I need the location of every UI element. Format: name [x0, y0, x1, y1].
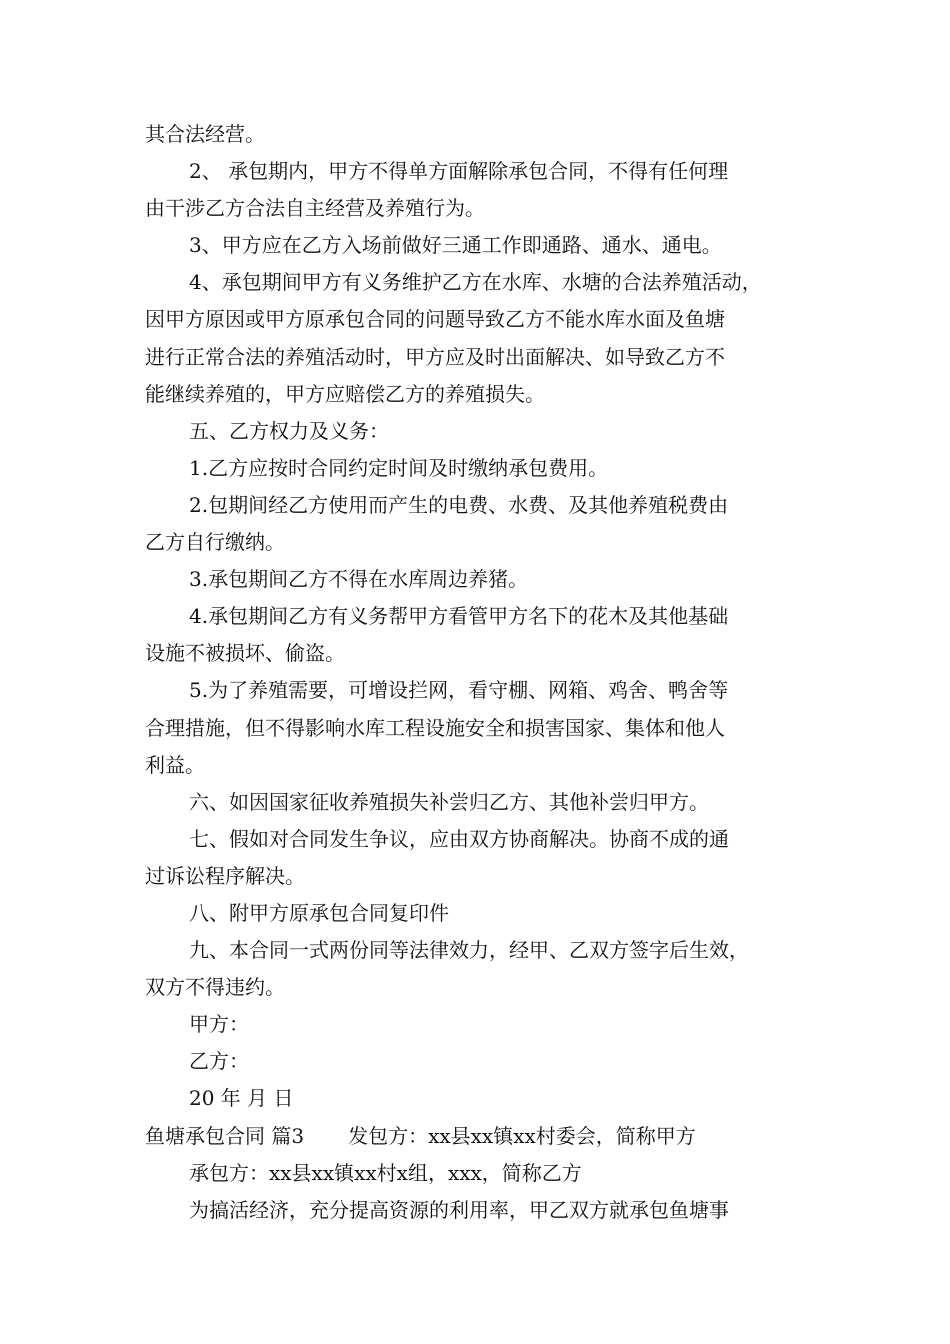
text-line: 1.乙方应按时合同约定时间及时缴纳承包费用。 — [189, 455, 609, 480]
issuer-text: 发包方：xx县xx镇xx村委会，简称甲方 — [348, 1123, 696, 1148]
contractor-line: 承包方：xx县xx镇xx村x组，xxx，简称乙方 — [189, 1160, 582, 1185]
text-line: 六、如因国家征收养殖损失补尝归乙方、其他补尝归甲方。 — [189, 789, 709, 814]
text-line: 八、附甲方原承包合同复印件 — [189, 900, 449, 925]
text-line: 合理措施，但不得影响水库工程设施安全和损害国家、集体和他人 — [145, 715, 725, 740]
text-line: 五、乙方权力及义务： — [189, 418, 389, 443]
text-line: 双方不得违约。 — [145, 975, 285, 1000]
text-line: 进行正常合法的养殖活动时，甲方应及时出面解决、如导致乙方不 — [145, 344, 725, 369]
text-line: 甲方： — [189, 1012, 249, 1037]
text-line: 乙方自行缴纳。 — [145, 530, 285, 555]
text-line: 过诉讼程序解决。 — [145, 863, 305, 888]
text-line: 乙方： — [189, 1049, 249, 1074]
intro-line: 为搞活经济，充分提高资源的利用率，甲乙双方就承包鱼塘事 — [189, 1197, 729, 1222]
text-line: 2.包期间经乙方使用而产生的电费、水费、及其他养殖税费由 — [189, 492, 729, 517]
text-line: 能继续养殖的，甲方应赔偿乙方的养殖损失。 — [145, 381, 545, 406]
section-title: 鱼塘承包合同 篇3 — [145, 1123, 305, 1148]
text-line: 利益。 — [145, 752, 205, 777]
text-line: 4.承包期间乙方有义务帮甲方看管甲方名下的花木及其他基础 — [189, 604, 729, 629]
text-line: 2、 承包期内，甲方不得单方面解除承包合同，不得有任何理 — [189, 159, 729, 184]
text-line: 七、假如对合同发生争议，应由双方协商解决。协商不成的通 — [189, 826, 729, 851]
text-line: 因甲方原因或甲方原承包合同的问题导致乙方不能水库水面及鱼塘 — [145, 307, 725, 332]
section-heading-line — [145, 1118, 815, 1155]
text-line: 3.承包期间乙方不得在水库周边养猪。 — [189, 567, 529, 592]
text-line: 5.为了养殖需要，可增设拦网，看守棚、网箱、鸡舍、鸭舍等 — [189, 678, 729, 703]
contract-body — [145, 116, 815, 1229]
text-line: 设施不被损坏、偷盗。 — [145, 641, 345, 666]
text-line: 3、甲方应在乙方入场前做好三通工作即通路、通水、通电。 — [189, 233, 722, 258]
text-line: 4、承包期间甲方有义务维护乙方在水库、水塘的合法养殖活动， — [189, 270, 762, 295]
text-line: 九、本合同一式两份同等法律效力，经甲、乙双方签字后生效， — [189, 938, 749, 963]
text-line: 由干涉乙方合法自主经营及养殖行为。 — [145, 196, 485, 221]
text-line: 20 年 月 日 — [189, 1086, 294, 1111]
text-line: 其合法经营。 — [145, 122, 265, 146]
